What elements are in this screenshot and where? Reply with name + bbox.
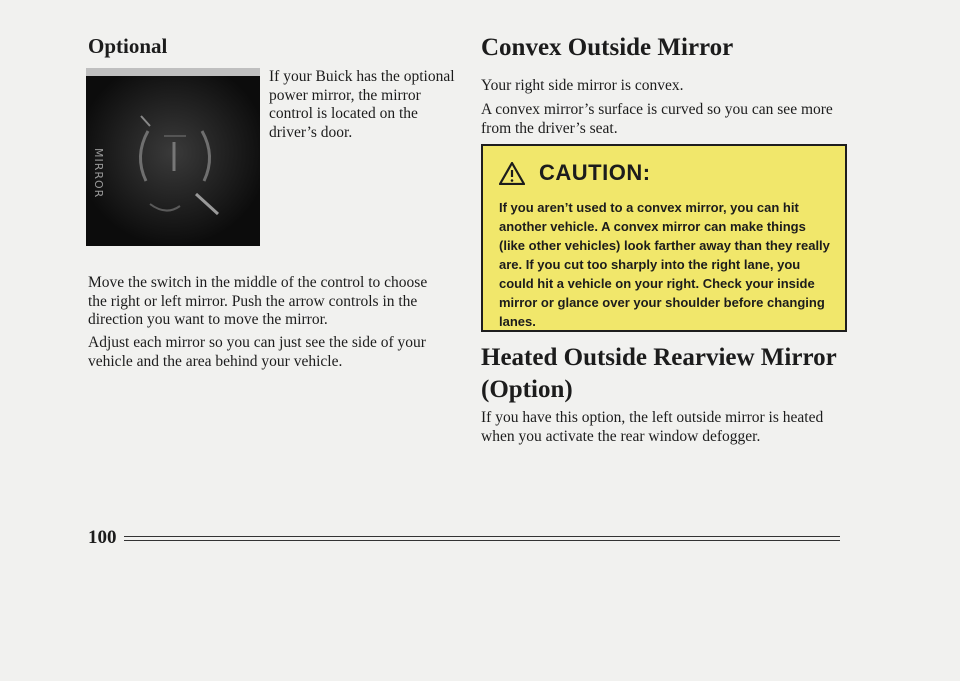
mirror-label: MIRROR <box>92 148 105 199</box>
page-number: 100 <box>88 527 117 548</box>
intro-paragraph: If your Buick has the optional power mirror, the mirror control is located on the driver’s door. <box>269 68 455 141</box>
convex-intro-paragraph: Your right side mirror is convex. <box>481 77 684 94</box>
convex-mirror-heading: Convex Outside Mirror <box>481 34 734 61</box>
footer-rule-bottom <box>124 540 840 541</box>
footer-rule-top <box>124 536 840 537</box>
heated-mirror-paragraph: If you have this option, the left outside mirror is heated when you activate the rear window defogger. <box>481 409 824 445</box>
caution-text: If you aren’t used to a convex mirror, you can hit another vehicle. A convex mirror can make things (like other vehicles) look farther away than they really are. If you cut too sharply into the right lane, you could hit a vehicle on your right. Check your inside mirror or glance over your shoulder before changing lanes. <box>499 200 830 329</box>
caution-title: CAUTION: <box>539 160 651 185</box>
optional-heading: Optional <box>88 34 168 58</box>
caution-box <box>481 144 847 332</box>
switch-instructions-paragraph: Move the switch in the middle of the control to choose the right or left mirror. Push the arrow controls in the direction you want to move the mirror. <box>88 274 428 328</box>
mirror-control-photo <box>86 68 260 246</box>
convex-description-paragraph: A convex mirror’s surface is curved so you can see more from the driver’s seat. <box>481 101 833 137</box>
warning-triangle-icon <box>499 162 525 185</box>
adjust-mirror-paragraph: Adjust each mirror so you can just see the side of your vehicle and the area behind your vehicle. <box>88 334 426 370</box>
heated-mirror-heading: Heated Outside Rearview Mirror (Option) <box>481 344 837 403</box>
mirror-switch-icon <box>86 76 260 246</box>
caution-header <box>499 160 833 186</box>
